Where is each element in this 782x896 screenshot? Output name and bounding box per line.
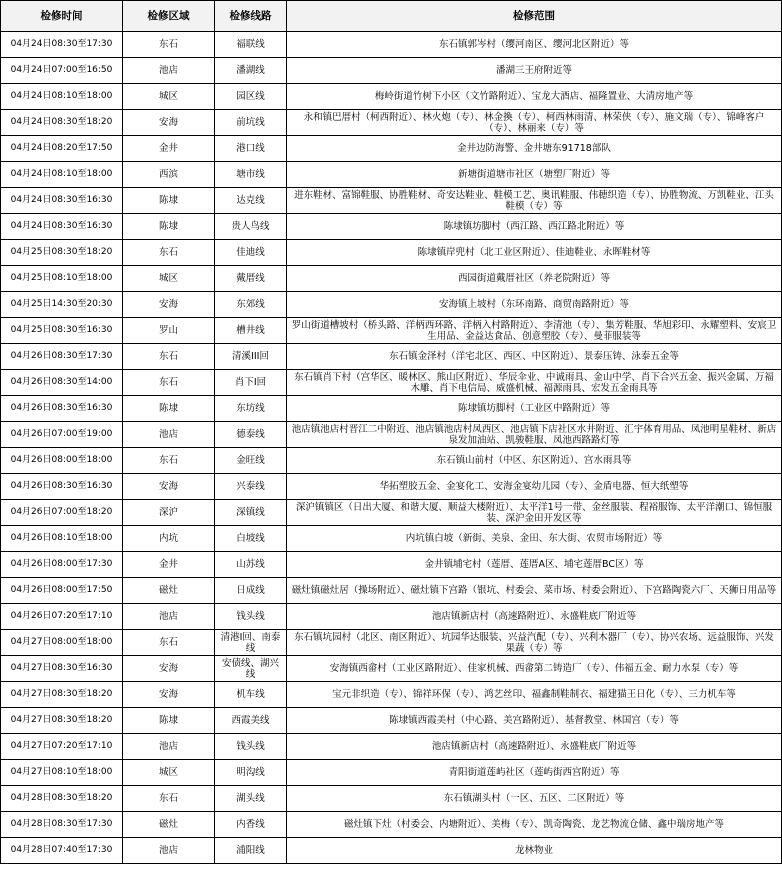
cell-time: 04月25日08:30至16:30 xyxy=(1,318,123,344)
table-row xyxy=(1,422,782,448)
cell-range: 深沪镇镇区（日出大厦、和谐大厦、顺益大楼附近）、太平洋1号一带、金丝服装、程裕服饰、太平洋潮口、锦恒服装、深沪金田开发区等 xyxy=(287,500,782,526)
cell-area: 深沪 xyxy=(123,500,215,526)
cell-time: 04月27日08:30至18:20 xyxy=(1,682,123,708)
cell-time: 04月27日08:30至16:30 xyxy=(1,656,123,682)
cell-time: 04月24日08:10至18:00 xyxy=(1,162,123,188)
cell-range: 池店镇新店村（高速路附近）、永盛鞋底厂附近等 xyxy=(287,734,782,760)
cell-time: 04月24日08:30至16:30 xyxy=(1,188,123,214)
cell-line: 明沟线 xyxy=(215,760,287,786)
cell-line: 白坡线 xyxy=(215,526,287,552)
cell-time: 04月27日08:00至18:00 xyxy=(1,630,123,656)
cell-line: 前坑线 xyxy=(215,110,287,136)
cell-area: 磁灶 xyxy=(123,578,215,604)
cell-line: 福联线 xyxy=(215,32,287,58)
cell-range: 安海镇上坡村（东环南路、商贸南路附近）等 xyxy=(287,292,782,318)
table-row xyxy=(1,240,782,266)
cell-line: 贵人鸟线 xyxy=(215,214,287,240)
cell-area: 池店 xyxy=(123,604,215,630)
table-header-row xyxy=(1,1,782,32)
cell-time: 04月24日08:30至18:20 xyxy=(1,110,123,136)
cell-area: 金井 xyxy=(123,136,215,162)
cell-line: 东坊线 xyxy=(215,396,287,422)
cell-line: 德泰线 xyxy=(215,422,287,448)
cell-line: 戴厝线 xyxy=(215,266,287,292)
cell-time: 04月25日14:30至20:30 xyxy=(1,292,123,318)
cell-area: 池店 xyxy=(123,58,215,84)
cell-area: 陈埭 xyxy=(123,214,215,240)
cell-time: 04月25日08:10至18:00 xyxy=(1,266,123,292)
cell-line: 西霞美线 xyxy=(215,708,287,734)
cell-line: 钱头线 xyxy=(215,604,287,630)
cell-line: 兴泰线 xyxy=(215,474,287,500)
header-line: 检修线路 xyxy=(215,1,287,32)
cell-range: 东石镇山前村（中区、东区附近）、宫水雨具等 xyxy=(287,448,782,474)
cell-time: 04月26日08:30至16:30 xyxy=(1,396,123,422)
cell-area: 东石 xyxy=(123,786,215,812)
table-row xyxy=(1,162,782,188)
cell-area: 城区 xyxy=(123,760,215,786)
cell-range: 磁灶镇磁灶居（操场附近）、磁灶镇下宫路（银坑、村委会、菜市场、村委会附近）、下宫路陶瓷六厂、天狮日用品等 xyxy=(287,578,782,604)
cell-range: 磁灶镇下灶（村委会、内塘附近）、美梅（专）、凯奇陶瓷、龙艺物流仓储、鑫中瑞房地产等 xyxy=(287,812,782,838)
cell-area: 东石 xyxy=(123,240,215,266)
cell-range: 西园街道戴厝社区（养老院附近）等 xyxy=(287,266,782,292)
cell-range: 东石镇金泽村（洋宅北区、西区、中区附近）、景泰压铸、泳泰五金等 xyxy=(287,344,782,370)
cell-range: 陈埭镇坊脚村（西江路、西江路北附近）等 xyxy=(287,214,782,240)
cell-time: 04月28日07:40至17:30 xyxy=(1,838,123,864)
header-range: 检修范围 xyxy=(287,1,782,32)
cell-range: 东石镇湖头村（一区、五区、二区附近）等 xyxy=(287,786,782,812)
cell-range: 青阳街道莲屿社区（莲屿街西宫附近）等 xyxy=(287,760,782,786)
cell-time: 04月26日08:30至16:30 xyxy=(1,474,123,500)
cell-line: 肖下I回 xyxy=(215,370,287,396)
cell-line: 清港I回、南泰线 xyxy=(215,630,287,656)
table-row xyxy=(1,786,782,812)
cell-time: 04月24日08:20至17:50 xyxy=(1,136,123,162)
cell-range: 东石镇坑园村（北区、南区附近）、坑园华达服装、兴益汽配（专）、兴利木器厂（专）、协兴农场、远益服饰、兴发果蔬（专）等 xyxy=(287,630,782,656)
cell-area: 陈埭 xyxy=(123,396,215,422)
cell-line: 槽井线 xyxy=(215,318,287,344)
cell-area: 东石 xyxy=(123,344,215,370)
cell-line: 东郊线 xyxy=(215,292,287,318)
cell-line: 潘湖线 xyxy=(215,58,287,84)
table-row xyxy=(1,604,782,630)
cell-range: 罗山街道槽坡村（桥头路、洋柄西环路、洋柄入村路附近）、李清池（专）、集芳鞋服、华旭彩印、永耀塑料、安宸卫生用品、金益达食品、创意塑胶（专）、曼菲服装等 xyxy=(287,318,782,344)
cell-line: 机车线 xyxy=(215,682,287,708)
cell-time: 04月26日08:10至18:00 xyxy=(1,526,123,552)
cell-time: 04月24日07:00至16:50 xyxy=(1,58,123,84)
cell-area: 池店 xyxy=(123,734,215,760)
cell-range: 池店镇新店村（高速路附近）、永盛鞋底厂附近等 xyxy=(287,604,782,630)
cell-time: 04月27日08:30至18:20 xyxy=(1,708,123,734)
cell-line: 达克线 xyxy=(215,188,287,214)
cell-range: 新塘街道塘市社区（塘塑厂附近）等 xyxy=(287,162,782,188)
table-row xyxy=(1,838,782,864)
table-row xyxy=(1,526,782,552)
cell-area: 安海 xyxy=(123,110,215,136)
table-row xyxy=(1,578,782,604)
cell-area: 安海 xyxy=(123,474,215,500)
cell-area: 城区 xyxy=(123,84,215,110)
cell-time: 04月24日08:30至17:30 xyxy=(1,32,123,58)
table-row xyxy=(1,136,782,162)
cell-range: 池店镇池店村晋江二中附近、池店镇池店村凤西区、池店镇下店社区水井附近、汇宇体育用品、凤池明星鞋材、新店泉发加油站、凯骏鞋服、凤池西路路灯等 xyxy=(287,422,782,448)
table-row xyxy=(1,344,782,370)
cell-range: 潘湖三王府附近等 xyxy=(287,58,782,84)
cell-line: 湖头线 xyxy=(215,786,287,812)
cell-time: 04月26日07:00至19:00 xyxy=(1,422,123,448)
cell-time: 04月26日07:20至17:10 xyxy=(1,604,123,630)
table-row xyxy=(1,500,782,526)
table-row xyxy=(1,630,782,656)
table-row xyxy=(1,214,782,240)
cell-range: 龙林物业 xyxy=(287,838,782,864)
cell-line: 钱头线 xyxy=(215,734,287,760)
cell-time: 04月24日08:10至18:00 xyxy=(1,84,123,110)
table-body xyxy=(1,32,782,864)
table-row xyxy=(1,760,782,786)
cell-line: 清溪III回 xyxy=(215,344,287,370)
cell-time: 04月28日08:30至17:30 xyxy=(1,812,123,838)
cell-time: 04月24日08:30至16:30 xyxy=(1,214,123,240)
table-row xyxy=(1,396,782,422)
cell-area: 罗山 xyxy=(123,318,215,344)
cell-area: 城区 xyxy=(123,266,215,292)
cell-range: 内坑镇白坡（新街、美泉、金田、东大街、农贸市场附近）等 xyxy=(287,526,782,552)
cell-line: 安债线、湖兴线 xyxy=(215,656,287,682)
cell-line: 港口线 xyxy=(215,136,287,162)
table-row xyxy=(1,188,782,214)
cell-time: 04月26日08:30至14:00 xyxy=(1,370,123,396)
cell-range: 梅岭街道竹树下小区（文竹路附近）、宝龙大酒店、福隆置业、大清房地产等 xyxy=(287,84,782,110)
cell-area: 磁灶 xyxy=(123,812,215,838)
table-row xyxy=(1,370,782,396)
header-area: 检修区域 xyxy=(123,1,215,32)
table-row xyxy=(1,32,782,58)
cell-area: 西滨 xyxy=(123,162,215,188)
cell-line: 园区线 xyxy=(215,84,287,110)
table-row xyxy=(1,448,782,474)
table-row xyxy=(1,552,782,578)
cell-range: 进东鞋材、富锦鞋服、协胜鞋材、奇安达鞋业、鞋模工艺、奥讯鞋服、伟穂织造（专）、协胜物流、万凯鞋业、江头鞋模（专）等 xyxy=(287,188,782,214)
table-row xyxy=(1,110,782,136)
cell-range: 宝元非织造（专）、锦祥环保（专）、鸿艺丝印、福鑫制鞋制衣、福建猫王日化（专）、三力机车等 xyxy=(287,682,782,708)
cell-area: 池店 xyxy=(123,838,215,864)
cell-area: 东石 xyxy=(123,370,215,396)
cell-line: 内香线 xyxy=(215,812,287,838)
table-row xyxy=(1,474,782,500)
table-row xyxy=(1,734,782,760)
cell-area: 东石 xyxy=(123,32,215,58)
cell-area: 安海 xyxy=(123,292,215,318)
cell-range: 永和镇巴厝村（柯西附近）、林火炮（专）、林金換（专）、柯西林雨清、林荣侠（专）、施文瑞（专）、锦峰客户（专）、林丽来（专）等 xyxy=(287,110,782,136)
table-row xyxy=(1,58,782,84)
cell-time: 04月28日08:30至18:20 xyxy=(1,786,123,812)
cell-time: 04月27日08:10至18:00 xyxy=(1,760,123,786)
cell-range: 华拓塑胶五金、金宴化工、安海金宴幼儿园（专）、金盾电器、恒大纸塑等 xyxy=(287,474,782,500)
table-row xyxy=(1,292,782,318)
cell-line: 深镇线 xyxy=(215,500,287,526)
cell-area: 金井 xyxy=(123,552,215,578)
cell-area: 安海 xyxy=(123,656,215,682)
cell-area: 安海 xyxy=(123,682,215,708)
cell-range: 陈埭镇西霞美村（中心路、美宫路附近）、基督教堂、林国宫（专）等 xyxy=(287,708,782,734)
cell-line: 浦阳线 xyxy=(215,838,287,864)
cell-time: 04月26日08:00至17:50 xyxy=(1,578,123,604)
table-row xyxy=(1,318,782,344)
cell-range: 东石镇郭岑村（缨河南区、缨河北区附近）等 xyxy=(287,32,782,58)
cell-area: 陈埭 xyxy=(123,708,215,734)
header-time: 检修时间 xyxy=(1,1,123,32)
cell-line: 日成线 xyxy=(215,578,287,604)
cell-time: 04月26日07:00至18:20 xyxy=(1,500,123,526)
cell-range: 金井边防海警、金井塘东91718部队 xyxy=(287,136,782,162)
cell-range: 安海镇西畲村（工业区路附近）、佳家机械、西畲第二铸造厂（专）、伟福五金、耐力水泵（专）等 xyxy=(287,656,782,682)
cell-area: 东石 xyxy=(123,448,215,474)
cell-area: 池店 xyxy=(123,422,215,448)
table-row xyxy=(1,812,782,838)
cell-area: 内坑 xyxy=(123,526,215,552)
cell-time: 04月25日08:30至18:20 xyxy=(1,240,123,266)
table-row xyxy=(1,266,782,292)
table-row xyxy=(1,708,782,734)
table-row xyxy=(1,682,782,708)
cell-area: 陈埭 xyxy=(123,188,215,214)
cell-line: 金旺线 xyxy=(215,448,287,474)
cell-range: 金井镇埔宅村（莲厝、莲厝A区、埔宅莲厝BC区）等 xyxy=(287,552,782,578)
cell-time: 04月26日08:00至17:30 xyxy=(1,552,123,578)
cell-time: 04月27日07:20至17:10 xyxy=(1,734,123,760)
cell-range: 东石镇肖下村（宫华区、暖林区、熊山区附近）、华辰伞业、中诚雨具、金山中学、肖下合兴五金、振兴金属、万福木雕、肖下电信局、威盛机械、福源雨具、宏发五金雨具等 xyxy=(287,370,782,396)
cell-range: 陈埭镇岸兜村（北工业区附近）、佳迪鞋业、永晖鞋材等 xyxy=(287,240,782,266)
cell-area: 东石 xyxy=(123,630,215,656)
cell-time: 04月26日08:00至18:00 xyxy=(1,448,123,474)
cell-line: 山苏线 xyxy=(215,552,287,578)
cell-time: 04月26日08:30至17:30 xyxy=(1,344,123,370)
cell-range: 陈埭镇坊脚村（工业区中路附近）等 xyxy=(287,396,782,422)
table-row xyxy=(1,656,782,682)
cell-line: 佳迪线 xyxy=(215,240,287,266)
cell-line: 塘市线 xyxy=(215,162,287,188)
table-row xyxy=(1,84,782,110)
